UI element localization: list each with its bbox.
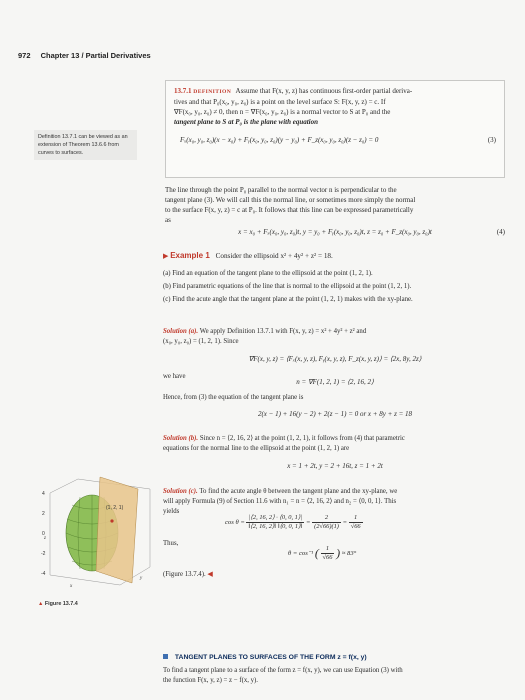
fraction-2-denominator: (2√66)(1) [314, 523, 339, 530]
definition-text-2: tives and that P₀(x₀, y₀, z₀) is a point on the level surface S: F(x, y, z) = c. If [174, 98, 386, 106]
tangent-plane-shape [96, 477, 138, 583]
example-heading [163, 251, 333, 260]
solution-b-label: Solution (b). [163, 435, 199, 442]
point-label: (1, 2, 1) [106, 505, 124, 511]
theta-result: ≈ 83° [341, 550, 357, 558]
solution-b-text-2: equations for the normal line to the ellipsoid at the point (1, 2, 1) are [163, 445, 350, 452]
solution-c-text-1: To find the acute angle θ between the tangent plane and the xy-plane, we [199, 488, 398, 495]
tick-label-2: 2 [42, 511, 45, 517]
section-square-icon [163, 654, 168, 659]
solution-c-text-3: yields [163, 508, 180, 515]
definition-equation-row [174, 135, 496, 145]
definition-line-1 [174, 86, 496, 97]
fraction-3-numerator: 1 [349, 514, 363, 523]
solution-b-text-1: Since n = ⟨2, 16, 2⟩ at the point (1, 2, 1), it follows from (4) that parametric [199, 435, 405, 442]
figure-caption-text: Figure 13.7.4 [44, 601, 78, 607]
equals-sign-1: = [306, 519, 311, 527]
axis-label-y: y [140, 576, 143, 581]
solution-c-line-1 [163, 487, 508, 497]
section-heading [163, 654, 367, 661]
ellipsoid-tangent-plane-figure [40, 475, 158, 591]
normal-line-text-3: to the surface F(x, y, z) = c at P₀. It follows that this line can be expressed parametrically [165, 206, 414, 214]
theta-fraction-numerator: 1 [321, 545, 335, 554]
normal-vector-equation: n = ∇F(1, 2, 1) = ⟨2, 16, 2⟩ [296, 378, 374, 386]
solution-c-text-2: will apply Formula (9) of Section 11.6 with n₁ = n = ⟨2, 16, 2⟩ and n₂ = ⟨0, 0, 1⟩. This [163, 498, 397, 505]
tick-label-4: 4 [42, 491, 45, 497]
axis-label-x: x [70, 584, 73, 589]
cos-theta-equation [225, 514, 363, 531]
caption-triangle-icon: ▲ [38, 601, 44, 607]
normal-line-text-2: tangent plane (3). We will call this the normal line, or sometimes more simply the normal [165, 196, 416, 204]
fraction-1-numerator: |⟨2, 16, 2⟩ · ⟨0, 0, 1⟩| [246, 514, 304, 523]
tick-label-0: 0 [42, 531, 45, 537]
theta-fraction [321, 545, 335, 562]
example-label: Example 1 [170, 251, 210, 260]
tick-label-neg4: -4 [41, 571, 46, 577]
page-number: 972 [18, 51, 31, 60]
normal-line-equations: x = 1 + 2t, y = 2 + 16t, z = 1 + 2t [287, 462, 383, 470]
axis-label-z: z [44, 536, 46, 541]
thus-text: Thus, [163, 540, 179, 547]
definition-number: 13.7.1 [174, 87, 192, 95]
definition-equation: Fₓ(x₀, y₀, z₀)(x − x₀) + Fᵧ(x₀, y₀, z₀)(y − y₀) + F_z(x₀, y₀, z₀)(z − z₀) = 0 [180, 136, 379, 144]
tick-label-neg2: -2 [41, 551, 46, 557]
end-example-icon: ◀ [207, 571, 213, 578]
right-paren: ) [336, 546, 341, 560]
tangent-plane-equation: 2(x − 1) + 16(y − 2) + 2(z − 1) = 0 or x + 8y + z = 18 [257, 410, 413, 418]
normal-line-text-1: The line through the point P₀ parallel to the normal vector n is perpendicular to the [165, 186, 397, 194]
section-text-2: the function F(x, y, z) = z − f(x, y). [163, 677, 258, 684]
definition-box [165, 80, 505, 178]
example-triangle-icon: ▶ [163, 252, 169, 260]
example-statement: Consider the ellipsoid x² + 4y² + z² = 18. [215, 252, 333, 260]
left-paren: ( [314, 546, 319, 560]
fraction-3-denominator: √66 [350, 523, 361, 530]
equation-number-4: (4) [496, 228, 505, 236]
box-edge-top [50, 479, 78, 493]
example-part-a: (a) Find an equation of the tangent plane to the ellipsoid at the point (1, 2, 1). [163, 270, 373, 277]
equation-number-3: (3) [487, 136, 496, 144]
figure-reference-line [163, 570, 508, 580]
figure-caption [38, 601, 78, 607]
figure-13-7-4 [40, 475, 158, 591]
section-title: TANGENT PLANES TO SURFACES OF THE FORM z = f(x, y) [174, 654, 367, 661]
chapter-title: Chapter 13 / Partial Derivatives [40, 51, 151, 60]
fraction-1 [246, 514, 304, 531]
definition-text-1: Assume that F(x, y, z) has continuous first-order partial deriva- [235, 87, 413, 95]
margin-note: Definition 13.7.1 can be viewed as an extension of Theorem 13.6.6 from curves to surfaces. [34, 130, 137, 160]
section-text-1: To find a tangent plane to a surface of the form z = f(x, y), we can use Equation (3) with [163, 667, 403, 674]
fraction-1-denominator: ‖⟨2, 16, 2⟩‖ ‖⟨0, 0, 1⟩‖ [248, 523, 303, 530]
gradient-equation: ∇F(x, y, z) = ⟨Fₓ(x, y, z), Fᵧ(x, y, z), F_z(x, y, z)⟩ = ⟨2x, 8y, 2z⟩ [248, 355, 422, 363]
theta-fraction-denominator: √66 [322, 554, 333, 561]
parametric-equation: x = x₀ + Fₓ(x₀, y₀, z₀)t, y = y₀ + Fᵧ(x₀, y₀, z₀)t, z = z₀ + F_z(x₀, y₀, z₀)t [238, 228, 432, 236]
cos-theta-lhs: cos θ = [225, 519, 245, 527]
hence-text: Hence, from (3) the equation of the tangent plane is [163, 394, 304, 401]
solution-a-text-2: (x₀, y₀, z₀) = (1, 2, 1). Since [163, 338, 239, 345]
definition-keyword: DEFINITION [193, 89, 232, 95]
equals-sign-2: = [342, 519, 348, 527]
running-head [18, 51, 151, 60]
normal-line-paragraph [165, 185, 505, 225]
parametric-equation-row [165, 228, 505, 236]
box-edge-bottom [50, 575, 120, 585]
theta-lhs: θ = cos⁻¹ [288, 550, 314, 558]
theta-equation [288, 545, 356, 562]
we-have-text: we have [163, 373, 186, 380]
fraction-2 [312, 514, 341, 531]
fraction-3 [349, 514, 363, 531]
solution-a-text-1: We apply Definition 13.7.1 with F(x, y, z) = x² + 4y² + z² and [199, 328, 367, 335]
figure-reference: (Figure 13.7.4). [163, 571, 206, 578]
solution-a-label: Solution (a). [163, 328, 199, 335]
example-part-c: (c) Find the acute angle that the tangent plane at the point (1, 2, 1) makes with the xy-plane. [163, 296, 413, 303]
solution-b-line-1 [163, 434, 508, 444]
normal-line-text-4: as [165, 216, 171, 224]
definition-text-4: tangent plane to S at P₀ is the plane with equation [174, 118, 319, 126]
solution-c-label: Solution (c). [163, 488, 198, 495]
definition-text-3: ∇F(x₀, y₀, z₀) ≠ 0, then n = ∇F(x₀, y₀, z₀) is a normal vector to S at P₀ and the [174, 108, 391, 116]
example-part-b: (b) Find parametric equations of the line that is normal to the ellipsoid at the point (1, 2, 1). [163, 283, 412, 290]
tangency-point-marker [110, 519, 113, 522]
solution-a-line-1 [163, 327, 508, 337]
fraction-2-numerator: 2 [312, 514, 341, 523]
